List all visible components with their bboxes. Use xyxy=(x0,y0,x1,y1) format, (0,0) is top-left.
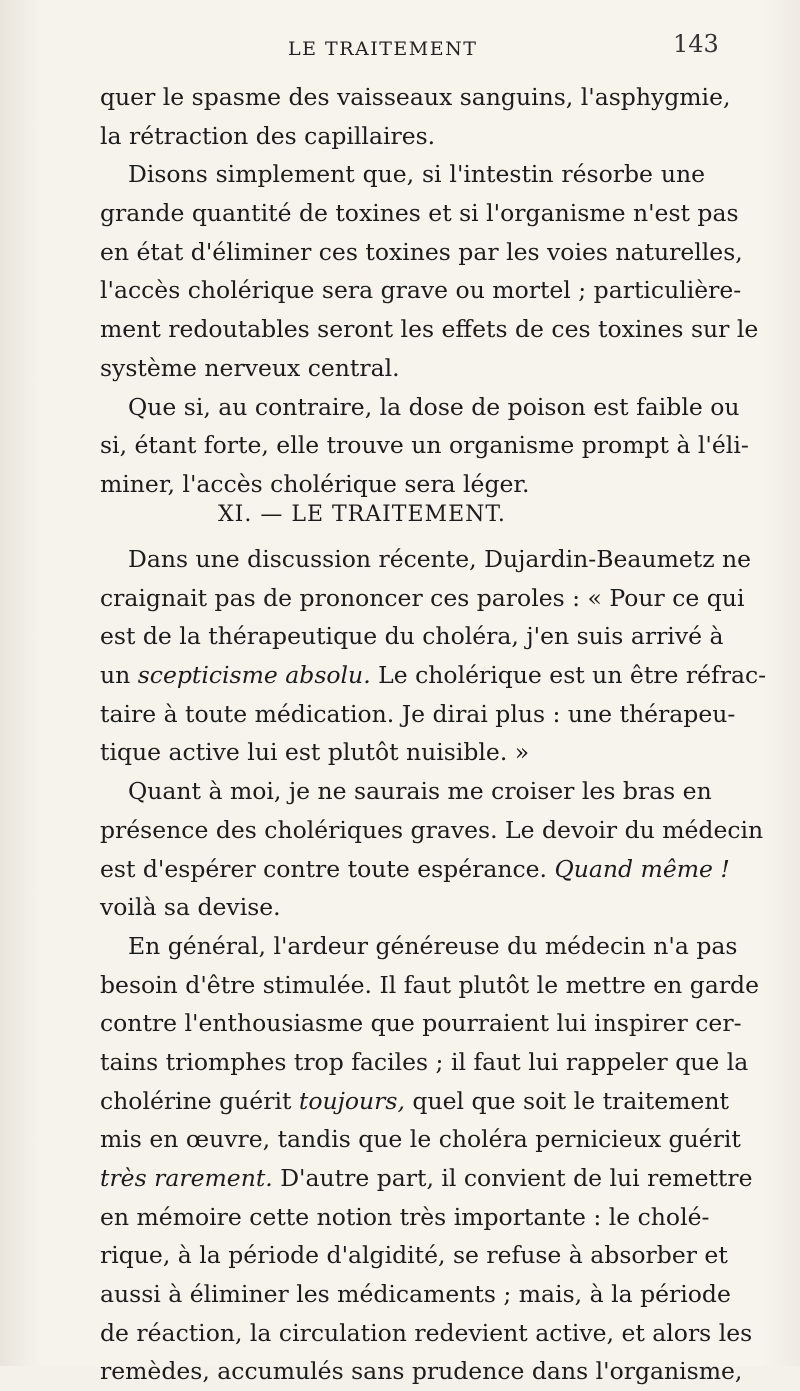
text-line: présence des cholériques graves. Le devoir du médecin xyxy=(100,815,764,844)
text-line: mis en œuvre, tandis que le choléra pernicieux guérit xyxy=(100,1125,741,1154)
text-line xyxy=(100,850,730,889)
text-line xyxy=(100,1159,753,1198)
italic-span: scepticisme absolu. xyxy=(137,661,371,690)
text-line: voilà sa devise. xyxy=(100,893,281,922)
text-span: quel que soit le traitement xyxy=(404,1086,729,1115)
text-line xyxy=(100,1082,729,1121)
text-line xyxy=(100,656,767,695)
text-line: grande quantité de toxines et si l'organisme n'est pas xyxy=(100,199,739,228)
text-line: aussi à éliminer les médicaments ; mais, à la période xyxy=(100,1280,731,1309)
text-line: Dans une discussion récente, Dujardin-Beaumetz ne xyxy=(128,545,752,573)
italic-span: très rarement. xyxy=(100,1164,273,1192)
text-line: en mémoire cette notion très importante : le cholé- xyxy=(100,1202,710,1231)
text-line: Disons simplement que, si l'intestin résorbe une xyxy=(128,160,705,189)
italic-span: toujours, xyxy=(298,1086,405,1115)
text-line: besoin d'être stimulée. Il faut plutôt le mettre en garde xyxy=(100,970,760,999)
paragraph-block-1 xyxy=(100,78,759,504)
text-line: la rétraction des capillaires. xyxy=(100,121,436,150)
section-heading xyxy=(100,496,705,535)
text-span: cholérine guérit xyxy=(100,1086,299,1115)
text-span: D'autre part, il convient de lui remettre xyxy=(272,1164,753,1192)
text-line: tains triomphes trop faciles ; il faut lui rappeler que la xyxy=(100,1047,749,1076)
text-line: En général, l'ardeur généreuse du médecin n'a pas xyxy=(128,931,738,960)
text-line: Quant à moi, je ne saurais me croiser les bras en xyxy=(128,777,712,806)
text-line: en état d'éliminer ces toxines par les voies naturelles, xyxy=(100,237,743,266)
text-line: si, étant forte, elle trouve un organisme prompt à l'éli- xyxy=(100,431,749,460)
text-line: miner, l'accès cholérique sera léger. xyxy=(100,469,530,498)
paragraph-block-2 xyxy=(100,540,767,1391)
section-heading-text: XI. — LE TRAITEMENT. xyxy=(218,502,506,527)
italic-span: Quand même ! xyxy=(554,854,730,883)
text-span: Le cholérique est un être réfrac- xyxy=(370,661,767,690)
text-line: craignait pas de prononcer ces paroles : « Pour ce qui xyxy=(100,583,745,612)
text-line: taire à toute médication. Je dirai plus : une thérapeu- xyxy=(100,699,736,728)
text-line: remèdes, accumulés sans prudence dans l'organisme, xyxy=(100,1357,743,1386)
page-number: 143 xyxy=(673,30,719,58)
text-line: système nerveux central. xyxy=(100,353,400,382)
text-span: un xyxy=(100,661,138,690)
running-title: LE TRAITEMENT xyxy=(288,38,478,60)
running-head xyxy=(0,30,800,70)
text-line: quer le spasme des vaisseaux sanguins, l'asphygmie, xyxy=(100,83,731,111)
text-line: l'accès cholérique sera grave ou mortel ; particulière- xyxy=(100,276,742,305)
text-line: de réaction, la circulation redevient active, et alors les xyxy=(100,1318,753,1347)
text-line: rique, à la période d'algidité, se refuse à absorber et xyxy=(100,1241,728,1270)
text-line: tique active lui est plutôt nuisible. » xyxy=(100,738,530,767)
text-line: ment redoutables seront les effets de ces toxines sur le xyxy=(100,315,759,344)
text-line: Que si, au contraire, la dose de poison est faible ou xyxy=(128,392,740,421)
text-line: est de la thérapeutique du choléra, j'en suis arrivé à xyxy=(100,622,724,651)
text-span: est d'espérer contre toute espérance. xyxy=(100,854,555,883)
text-line: contre l'enthousiasme que pourraient lui inspirer cer- xyxy=(100,1009,742,1038)
